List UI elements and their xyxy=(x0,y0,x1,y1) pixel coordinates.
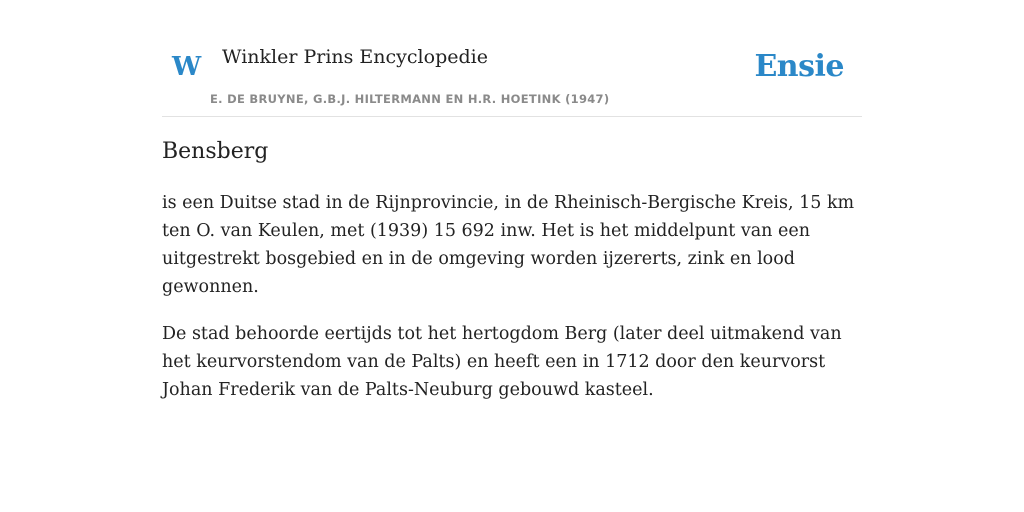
source-logo: W xyxy=(172,52,202,82)
brand-logo[interactable]: Ensie xyxy=(754,49,844,84)
article-content xyxy=(162,138,862,404)
source-title[interactable]: Winkler Prins Encyclopedie xyxy=(222,46,488,68)
article-paragraph: De stad behoorde eertijds tot het hertogdom Berg (later deel uitmakend van het keurvorstendom van de Palts) en heeft een in 1712 door den keurvorst Johan Frederik van de Palts-Neuburg gebouwd kasteel. xyxy=(162,323,842,400)
source-authors: E. DE BRUYNE, G.B.J. HILTERMANN EN H.R. HOETINK (1947) xyxy=(210,92,610,106)
article-title: Bensberg xyxy=(162,139,269,164)
article-paragraph: is een Duitse stad in de Rijnprovincie, in de Rheinisch-Bergische Kreis, 15 km ten O. van Keulen, met (1939) 15 692 inw. Het is het middelpunt van een uitgestrekt bosgebied en in de omgeving worden ijzererts, zink en lood gewonnen. xyxy=(162,192,855,297)
source-header xyxy=(162,36,862,117)
